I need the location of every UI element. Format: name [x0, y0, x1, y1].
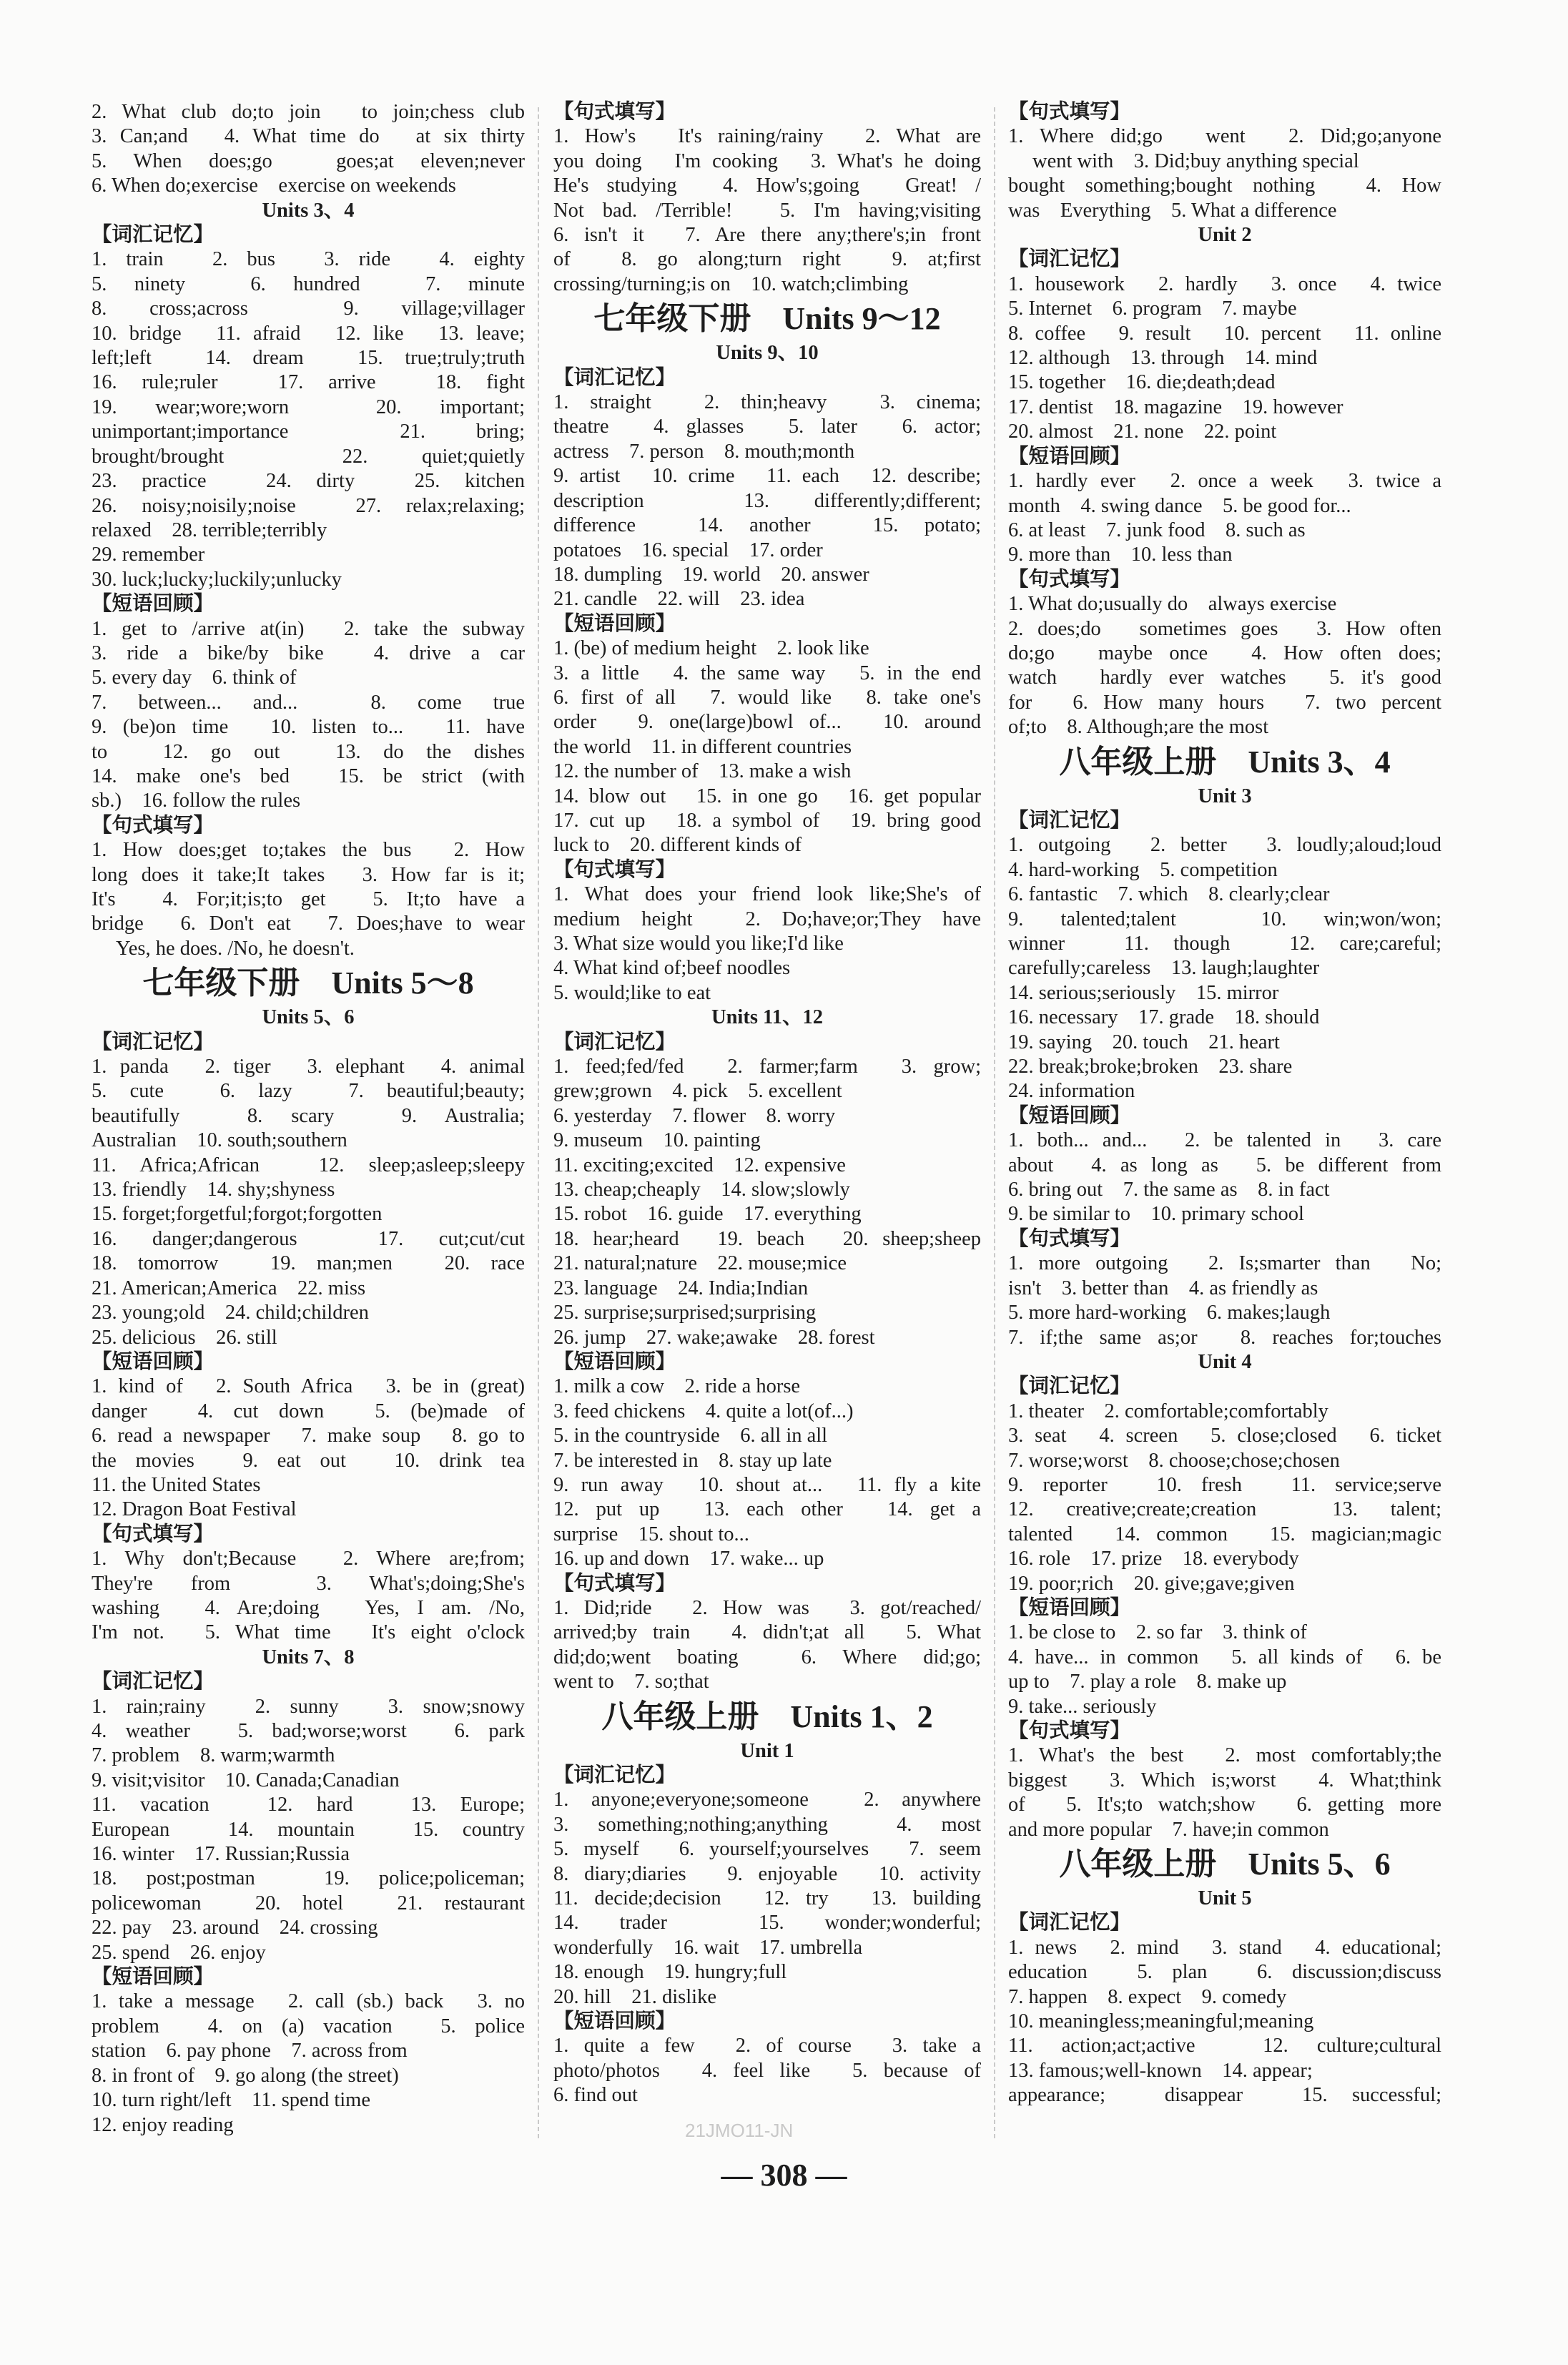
- answer-column-1: [92, 100, 525, 2138]
- answer-line: was Everything 5. What a difference: [1008, 199, 1337, 222]
- answer-line: 22. pay 23. around 24. crossing: [92, 1917, 378, 1939]
- answer-line: up to 7. play a role 8. make up: [1008, 1671, 1287, 1693]
- answer-line: 1. take a message 2. call (sb.) back 3. no: [92, 1990, 525, 2013]
- section-label: 【句式填写】: [1008, 568, 1131, 591]
- answer-line: station 6. pay phone 7. across from: [92, 2040, 408, 2062]
- answer-line: arrived;by train 4. didn't;at all 5. What: [553, 1621, 981, 1644]
- answer-line: 2. does;do sometimes goes 3. How often: [1008, 617, 1441, 640]
- unit-subheading: Units 5、6: [262, 1006, 355, 1029]
- answer-line: went with 3. Did;buy anything special: [1032, 149, 1359, 172]
- answer-line: 7. happen 8. expect 9. comedy: [1008, 1985, 1287, 2008]
- answer-line: about 4. as long as 5. be different from: [1008, 1154, 1441, 1176]
- answer-line: 7. if;the same as;or 8. reaches for;touches: [1008, 1326, 1441, 1349]
- answer-line: 14. blow out 15. in one go 16. get popular: [553, 785, 981, 807]
- page-number: — 308 —: [721, 2158, 847, 2193]
- answer-line: 15. robot 16. guide 17. everything: [553, 1203, 862, 1226]
- answer-line: 1. quite a few 2. of course 3. take a: [553, 2035, 981, 2057]
- answer-line: 5. cute 6. lazy 7. beautiful;beauty;: [92, 1080, 525, 1103]
- answer-line: 20. hill 21. dislike: [553, 1985, 717, 2008]
- answer-line: 1. anyone;everyone;someone 2. anywhere: [553, 1789, 981, 1811]
- answer-line: description 13. differently;different;: [553, 489, 981, 512]
- answer-line: 3. ride a bike/by bike 4. drive a car: [92, 641, 525, 664]
- unit-subheading: Unit 1: [740, 1739, 794, 1762]
- answer-line: 14. serious;seriously 15. mirror: [1008, 981, 1279, 1004]
- column-divider: [538, 107, 539, 2138]
- section-label: 【句式填写】: [92, 1523, 215, 1545]
- answer-line: 5. would;like to eat: [553, 981, 711, 1004]
- section-label: 【短语回顾】: [1008, 1104, 1131, 1127]
- answer-line: 16. danger;dangerous 17. cut;cut/cut: [92, 1227, 525, 1250]
- answer-line: He's studying 4. How's;going Great! /: [553, 174, 981, 197]
- answer-line: 6. bring out 7. the same as 8. in fact: [1008, 1179, 1330, 1201]
- answer-line: 5. ninety 6. hundred 7. minute: [92, 272, 525, 295]
- answer-line: sb.) 16. follow the rules: [92, 790, 301, 812]
- answer-line: 6. first of all 7. would like 8. take one's: [553, 686, 981, 709]
- section-label: 【句式填写】: [1008, 1720, 1131, 1742]
- answer-line: 11. decide;decision 12. try 13. building: [553, 1887, 981, 1910]
- unit-subheading: Unit 2: [1198, 224, 1252, 247]
- section-label: 【句式填写】: [553, 858, 676, 881]
- answer-line: the world 11. in different countries: [553, 735, 852, 758]
- answer-line: 5. more hard-working 6. makes;laugh: [1008, 1302, 1331, 1324]
- answer-line: 1. milk a cow 2. ride a horse: [553, 1375, 801, 1398]
- answer-line: 10. meaningless;meaningful;meaning: [1008, 2010, 1314, 2033]
- answer-line: 25. delicious 26. still: [92, 1326, 277, 1349]
- answer-line: unimportant;importance 21. bring;: [92, 421, 525, 443]
- answer-line: 8. coffee 9. result 10. percent 11. online: [1008, 322, 1441, 345]
- answer-line: Yes, he does. /No, he doesn't.: [116, 937, 355, 960]
- answer-line: education 5. plan 6. discussion;discuss: [1008, 1961, 1441, 1984]
- answer-line: 1. be close to 2. so far 3. think of: [1008, 1621, 1307, 1644]
- answer-line: for 6. How many hours 7. two percent: [1008, 691, 1441, 714]
- answer-line: 12. put up 13. each other 14. get a: [553, 1498, 981, 1521]
- answer-line: 7. problem 8. warm;warmth: [92, 1744, 335, 1767]
- answer-line: 3. What size would you like;I'd like: [553, 933, 844, 955]
- answer-line: 17. cut up 18. a symbol of 19. bring good: [553, 809, 981, 832]
- section-label: 【句式填写】: [92, 814, 215, 837]
- answer-line: 7. be interested in 8. stay up late: [553, 1449, 832, 1472]
- answer-line: 16. rule;ruler 17. arrive 18. fight: [92, 371, 525, 394]
- answer-line: 16. winter 17. Russian;Russia: [92, 1843, 350, 1866]
- answer-line: 1. train 2. bus 3. ride 4. eighty: [92, 248, 525, 271]
- unit-subheading: Units 7、8: [262, 1646, 355, 1668]
- answer-line: the movies 9. eat out 10. drink tea: [92, 1449, 525, 1472]
- answer-line: 1. What does your friend look like;She's of: [553, 883, 981, 906]
- answer-line: 6. find out: [553, 2084, 638, 2107]
- answer-line: 11. vacation 12. hard 13. Europe;: [92, 1794, 525, 1816]
- answer-line: 1. both... and... 2. be talented in 3. care: [1008, 1129, 1441, 1152]
- answer-line: 10. bridge 11. afraid 12. like 13. leave;: [92, 322, 525, 345]
- answer-line: problem 4. on (a) vacation 5. police: [92, 2015, 525, 2037]
- answer-line: 10. turn right/left 11. spend time: [92, 2089, 370, 2112]
- answer-line: of;to 8. Although;are the most: [1008, 716, 1269, 739]
- answer-line: 1. panda 2. tiger 3. elephant 4. animal: [92, 1056, 525, 1078]
- section-label: 【短语回顾】: [92, 1966, 215, 1989]
- answer-line: 25. spend 26. enjoy: [92, 1941, 266, 1964]
- answer-line: policewoman 20. hotel 21. restaurant: [92, 1892, 525, 1914]
- answer-line: 18. tomorrow 19. man;men 20. race: [92, 1252, 525, 1275]
- answer-line: 5. every day 6. think of: [92, 667, 297, 689]
- answer-line: 8. in front of 9. go along (the street): [92, 2064, 399, 2087]
- answer-line: bought something;bought nothing 4. How: [1008, 174, 1441, 197]
- answer-line: 13. friendly 14. shy;shyness: [92, 1179, 335, 1201]
- unit-subheading: Units 3、4: [262, 199, 355, 222]
- answer-line: 21. American;America 22. miss: [92, 1277, 366, 1299]
- answer-line: do;go maybe once 4. How often does;: [1008, 641, 1441, 664]
- section-label: 【句式填写】: [1008, 101, 1131, 123]
- answer-line: 1. What's the best 2. most comfortably;the: [1008, 1744, 1441, 1767]
- answer-line: 1. Why don't;Because 2. Where are;from;: [92, 1548, 525, 1570]
- answer-line: 9. more than 10. less than: [1008, 544, 1233, 566]
- volume-title: 七年级下册 Units 5～8: [142, 965, 474, 1001]
- answer-line: 16. up and down 17. wake... up: [553, 1548, 824, 1570]
- answer-line: month 4. swing dance 5. be good for...: [1008, 494, 1351, 517]
- section-label: 【短语回顾】: [553, 612, 676, 635]
- unit-subheading: Unit 5: [1198, 1887, 1252, 1910]
- answer-line: photo/photos 4. feel like 5. because of: [553, 2059, 981, 2082]
- section-label: 【词汇记忆】: [92, 224, 215, 247]
- answer-line: 13. cheap;cheaply 14. slow;slowly: [553, 1179, 850, 1201]
- answer-line: They're from 3. What's;doing;She's: [92, 1572, 525, 1595]
- answer-line: 1. housework 2. hardly 3. once 4. twice: [1008, 272, 1441, 295]
- answer-line: danger 4. cut down 5. (be)made of: [92, 1400, 525, 1422]
- answer-line: 9. reporter 10. fresh 11. service;serve: [1008, 1473, 1441, 1496]
- section-label: 【词汇记忆】: [1008, 809, 1131, 832]
- answer-line: 4. What kind of;beef noodles: [553, 957, 791, 980]
- answer-line: did;do;went boating 6. Where did;go;: [553, 1646, 981, 1668]
- answer-line: 9. artist 10. crime 11. each 12. describe;: [553, 465, 981, 488]
- answer-line: 15. forget;forgetful;forgot;forgotten: [92, 1203, 383, 1226]
- section-label: 【词汇记忆】: [553, 1764, 676, 1786]
- answer-line: 1. more outgoing 2. Is;smarter than No;: [1008, 1252, 1441, 1275]
- answer-line: 4. hard-working 5. competition: [1008, 858, 1278, 881]
- answer-line: 15. together 16. die;death;dead: [1008, 371, 1276, 394]
- answer-line: you doing I'm cooking 3. What's he doing: [553, 149, 981, 172]
- answer-line: 6. fantastic 7. which 8. clearly;clear: [1008, 883, 1330, 906]
- answer-line: 5. Internet 6. program 7. maybe: [1008, 298, 1297, 320]
- answer-line: left;left 14. dream 15. true;truly;truth: [92, 347, 525, 370]
- answer-line: 1. Where did;go went 2. Did;go;anyone: [1008, 125, 1441, 148]
- section-label: 【词汇记忆】: [92, 1031, 215, 1053]
- answer-line: 26. jump 27. wake;awake 28. forest: [553, 1326, 875, 1349]
- answer-line: went to 7. so;that: [553, 1671, 709, 1693]
- answer-line: 4. weather 5. bad;worse;worst 6. park: [92, 1720, 525, 1742]
- answer-line: 8. diary;diaries 9. enjoyable 10. activity: [553, 1862, 981, 1885]
- answer-line: beautifully 8. scary 9. Australia;: [92, 1104, 525, 1127]
- answer-line: 3. a little 4. the same way 5. in the end: [553, 662, 981, 684]
- answer-line: 2. What club do;to join to join;chess club: [92, 101, 525, 123]
- answer-line: 1. feed;fed/fed 2. farmer;farm 3. grow;: [553, 1056, 981, 1078]
- answer-line: 11. the United States: [92, 1473, 261, 1496]
- answer-line: 1. (be) of medium height 2. look like: [553, 637, 869, 660]
- answer-line: 1. outgoing 2. better 3. loudly;aloud;loud: [1008, 834, 1441, 857]
- answer-line: European 14. mountain 15. country: [92, 1818, 525, 1841]
- answer-line: 1. How's It's raining/rainy 2. What are: [553, 125, 981, 148]
- answer-line: 21. natural;nature 22. mouse;mice: [553, 1252, 847, 1275]
- answer-line: 18. dumpling 19. world 20. answer: [553, 563, 869, 586]
- answer-line: 3. something;nothing;anything 4. most: [553, 1813, 981, 1836]
- section-label: 【短语回顾】: [553, 2010, 676, 2033]
- section-label: 【短语回顾】: [1008, 1596, 1131, 1619]
- answer-line: 11. exciting;excited 12. expensive: [553, 1154, 846, 1176]
- volume-title: 八年级上册 Units 5、6: [1059, 1847, 1391, 1882]
- answer-line: appearance; disappear 15. successful;: [1008, 2084, 1441, 2107]
- answer-line: 13. famous;well-known 14. appear;: [1008, 2059, 1313, 2082]
- answer-line: 5. When does;go goes;at eleven;never: [92, 149, 525, 172]
- answer-line: 1. news 2. mind 3. stand 4. educational;: [1008, 1936, 1441, 1959]
- answer-line: 22. break;broke;broken 23. share: [1008, 1056, 1293, 1078]
- answer-line: 6. isn't it 7. Are there any;there's;in front: [553, 224, 981, 247]
- answer-line: 7. worse;worst 8. choose;chose;chosen: [1008, 1449, 1340, 1472]
- answer-line: 12. although 13. through 14. mind: [1008, 347, 1318, 370]
- answer-line: surprise 15. shout to...: [553, 1523, 749, 1545]
- section-label: 【词汇记忆】: [1008, 1912, 1131, 1934]
- answer-line: 1. hardly ever 2. once a week 3. twice a: [1008, 470, 1441, 493]
- answer-line: actress 7. person 8. mouth;month: [553, 440, 855, 463]
- answer-column-2: [553, 100, 981, 2108]
- answer-line: 9. take... seriously: [1008, 1695, 1157, 1718]
- section-label: 【词汇记忆】: [553, 366, 676, 389]
- answer-line: 17. dentist 18. magazine 19. however: [1008, 395, 1343, 418]
- answer-line: 12. Dragon Boat Festival: [92, 1498, 297, 1521]
- answer-line: 1. get to /arrive at(in) 2. take the subway: [92, 617, 525, 640]
- section-label: 【词汇记忆】: [553, 1031, 676, 1053]
- section-label: 【词汇记忆】: [1008, 1375, 1131, 1398]
- unit-subheading: Units 9、10: [716, 342, 819, 365]
- answer-line: 26. noisy;noisily;noise 27. relax;relaxing;: [92, 494, 525, 517]
- answer-line: of 8. go along;turn right 9. at;first: [553, 248, 981, 271]
- answer-line: 9. be similar to 10. primary school: [1008, 1203, 1304, 1226]
- answer-line: 19. poor;rich 20. give;gave;given: [1008, 1572, 1295, 1595]
- answer-line: 11. action;act;active 12. culture;cultural: [1008, 2035, 1441, 2057]
- volume-title: 八年级上册 Units 1、2: [601, 1698, 933, 1734]
- answer-line: 5. myself 6. yourself;yourselves 7. seem: [553, 1838, 981, 1861]
- answer-line: 29. remember: [92, 544, 205, 566]
- answer-line: Not bad. /Terrible! 5. I'm having;visiting: [553, 199, 981, 222]
- answer-line: 1. How does;get to;takes the bus 2. How: [92, 839, 525, 862]
- answer-line: potatoes 16. special 17. order: [553, 539, 823, 561]
- answer-line: 23. young;old 24. child;children: [92, 1302, 369, 1324]
- section-label: 【句式填写】: [553, 1572, 676, 1595]
- answer-line: 9. talented;talent 10. win;won/won;: [1008, 908, 1441, 930]
- answer-line: 3. feed chickens 4. quite a lot(of...): [553, 1400, 854, 1422]
- answer-line: 8. cross;across 9. village;villager: [92, 298, 525, 320]
- answer-line: 9. run away 10. shout at... 11. fly a kite: [553, 1473, 981, 1496]
- answer-line: 1. What do;usually do always exercise: [1008, 593, 1337, 616]
- section-label: 【句式填写】: [1008, 1227, 1131, 1250]
- answer-line: 1. kind of 2. South Africa 3. be in (great): [92, 1375, 525, 1398]
- volume-title: 七年级下册 Units 9～12: [593, 301, 941, 337]
- answer-line: 6. read a newspaper 7. make soup 8. go to: [92, 1425, 525, 1447]
- answer-line: 12. creative;create;creation 13. talent;: [1008, 1498, 1441, 1521]
- answer-line: 18. post;postman 19. police;policeman;: [92, 1867, 525, 1890]
- volume-title: 八年级上册 Units 3、4: [1059, 744, 1391, 780]
- answer-line: 1. rain;rainy 2. sunny 3. snow;snowy: [92, 1695, 525, 1718]
- answer-line: 11. Africa;African 12. sleep;asleep;sleepy: [92, 1154, 525, 1176]
- answer-line: 19. wear;wore;worn 20. important;: [92, 395, 525, 418]
- answer-line: 6. at least 7. junk food 8. such as: [1008, 518, 1306, 541]
- unit-subheading: Unit 4: [1198, 1350, 1252, 1373]
- answer-line: I'm not. 5. What time It's eight o'clock: [92, 1621, 525, 1644]
- answer-line: biggest 3. Which is;worst 4. What;think: [1008, 1769, 1441, 1791]
- answer-line: washing 4. Are;doing Yes, I am. /No,: [92, 1596, 525, 1619]
- answer-line: 16. necessary 17. grade 18. should: [1008, 1006, 1320, 1029]
- answer-line: wonderfully 16. wait 17. umbrella: [553, 1936, 863, 1959]
- answer-line: 18. hear;heard 19. beach 20. sheep;sheep: [553, 1227, 981, 1250]
- answer-line: 25. surprise;surprised;surprising: [553, 1302, 817, 1324]
- answer-line: 9. museum 10. painting: [553, 1129, 761, 1152]
- answer-line: 9. visit;visitor 10. Canada;Canadian: [92, 1769, 400, 1791]
- unit-subheading: Units 11、12: [711, 1006, 823, 1029]
- section-label: 【词汇记忆】: [1008, 248, 1131, 271]
- answer-line: 9. (be)on time 10. listen to... 11. have: [92, 716, 525, 739]
- answer-line: 24. information: [1008, 1080, 1135, 1103]
- answer-line: grew;grown 4. pick 5. excellent: [553, 1080, 842, 1103]
- answer-line: theatre 4. glasses 5. later 6. actor;: [553, 416, 981, 438]
- section-label: 【词汇记忆】: [92, 1671, 215, 1693]
- answer-line: 18. enough 19. hungry;full: [553, 1961, 787, 1984]
- answer-line: long does it take;It takes 3. How far is it;: [92, 863, 525, 886]
- answer-line: difference 14. another 15. potato;: [553, 514, 981, 537]
- answer-line: and more popular 7. have;in common: [1008, 1818, 1329, 1841]
- answer-line: 1. theater 2. comfortable;comfortably: [1008, 1400, 1328, 1422]
- answer-line: Australian 10. south;southern: [92, 1129, 347, 1152]
- answer-line: isn't 3. better than 4. as friendly as: [1008, 1277, 1318, 1299]
- answer-line: 7. between... and... 8. come true: [92, 691, 525, 714]
- answer-line: 6. When do;exercise exercise on weekends: [92, 174, 456, 197]
- answer-line: 1. straight 2. thin;heavy 3. cinema;: [553, 391, 981, 414]
- section-label: 【短语回顾】: [92, 1350, 215, 1373]
- answer-line: 23. language 24. India;Indian: [553, 1277, 809, 1299]
- answer-line: 21. candle 22. will 23. idea: [553, 588, 805, 611]
- answer-column-3: [1008, 100, 1441, 2108]
- answer-line: talented 14. common 15. magician;magic: [1008, 1523, 1441, 1545]
- answer-line: winner 11. though 12. care;careful;: [1008, 933, 1441, 955]
- answer-line: 14. make one's bed 15. be strict (with: [92, 764, 525, 787]
- answer-line: 3. seat 4. screen 5. close;closed 6. ticket: [1008, 1425, 1441, 1447]
- answer-line: 12. the number of 13. make a wish: [553, 760, 852, 783]
- answer-line: 16. role 17. prize 18. everybody: [1008, 1548, 1299, 1570]
- answer-line: 20. almost 21. none 22. point: [1008, 421, 1277, 443]
- section-label: 【短语回顾】: [1008, 445, 1131, 468]
- answer-line: 23. practice 24. dirty 25. kitchen: [92, 470, 525, 493]
- unit-subheading: Unit 3: [1198, 785, 1252, 807]
- answer-line: 6. yesterday 7. flower 8. worry: [553, 1104, 836, 1127]
- answer-line: of 5. It's;to watch;show 6. getting more: [1008, 1794, 1441, 1816]
- answer-line: 5. in the countryside 6. all in all: [553, 1425, 828, 1447]
- answer-line: 30. luck;lucky;luckily;unlucky: [92, 568, 342, 591]
- section-label: 【句式填写】: [553, 101, 676, 123]
- footer-code: 21JMO11-JN: [685, 2120, 794, 2141]
- answer-line: crossing/turning;is on 10. watch;climbing: [553, 272, 909, 295]
- answer-line: 3. Can;and 4. What time do at six thirty: [92, 125, 525, 148]
- answer-line: carefully;careless 13. laugh;laughter: [1008, 957, 1320, 980]
- answer-line: 1. Did;ride 2. How was 3. got/reached/: [553, 1596, 981, 1619]
- answer-line: 4. have... in common 5. all kinds of 6. be: [1008, 1646, 1441, 1668]
- answer-line: 14. trader 15. wonder;wonderful;: [553, 1912, 981, 1934]
- answer-line: to 12. go out 13. do the dishes: [92, 740, 525, 763]
- answer-line: bridge 6. Don't eat 7. Does;have to wear: [92, 913, 525, 935]
- answer-line: It's 4. For;it;is;to get 5. It;to have a: [92, 888, 525, 910]
- answer-line: medium height 2. Do;have;or;They have: [553, 908, 981, 930]
- answer-line: 19. saying 20. touch 21. heart: [1008, 1031, 1280, 1053]
- answer-line: relaxed 28. terrible;terribly: [92, 518, 327, 541]
- answer-line: brought/brought 22. quiet;quietly: [92, 445, 525, 468]
- answer-line: order 9. one(large)bowl of... 10. around: [553, 711, 981, 734]
- column-divider: [994, 107, 995, 2138]
- answer-line: luck to 20. different kinds of: [553, 834, 802, 857]
- answer-line: 12. enjoy reading: [92, 2113, 234, 2136]
- section-label: 【短语回顾】: [553, 1350, 676, 1373]
- section-label: 【短语回顾】: [92, 593, 215, 616]
- answer-line: watch hardly ever watches 5. it's good: [1008, 667, 1441, 689]
